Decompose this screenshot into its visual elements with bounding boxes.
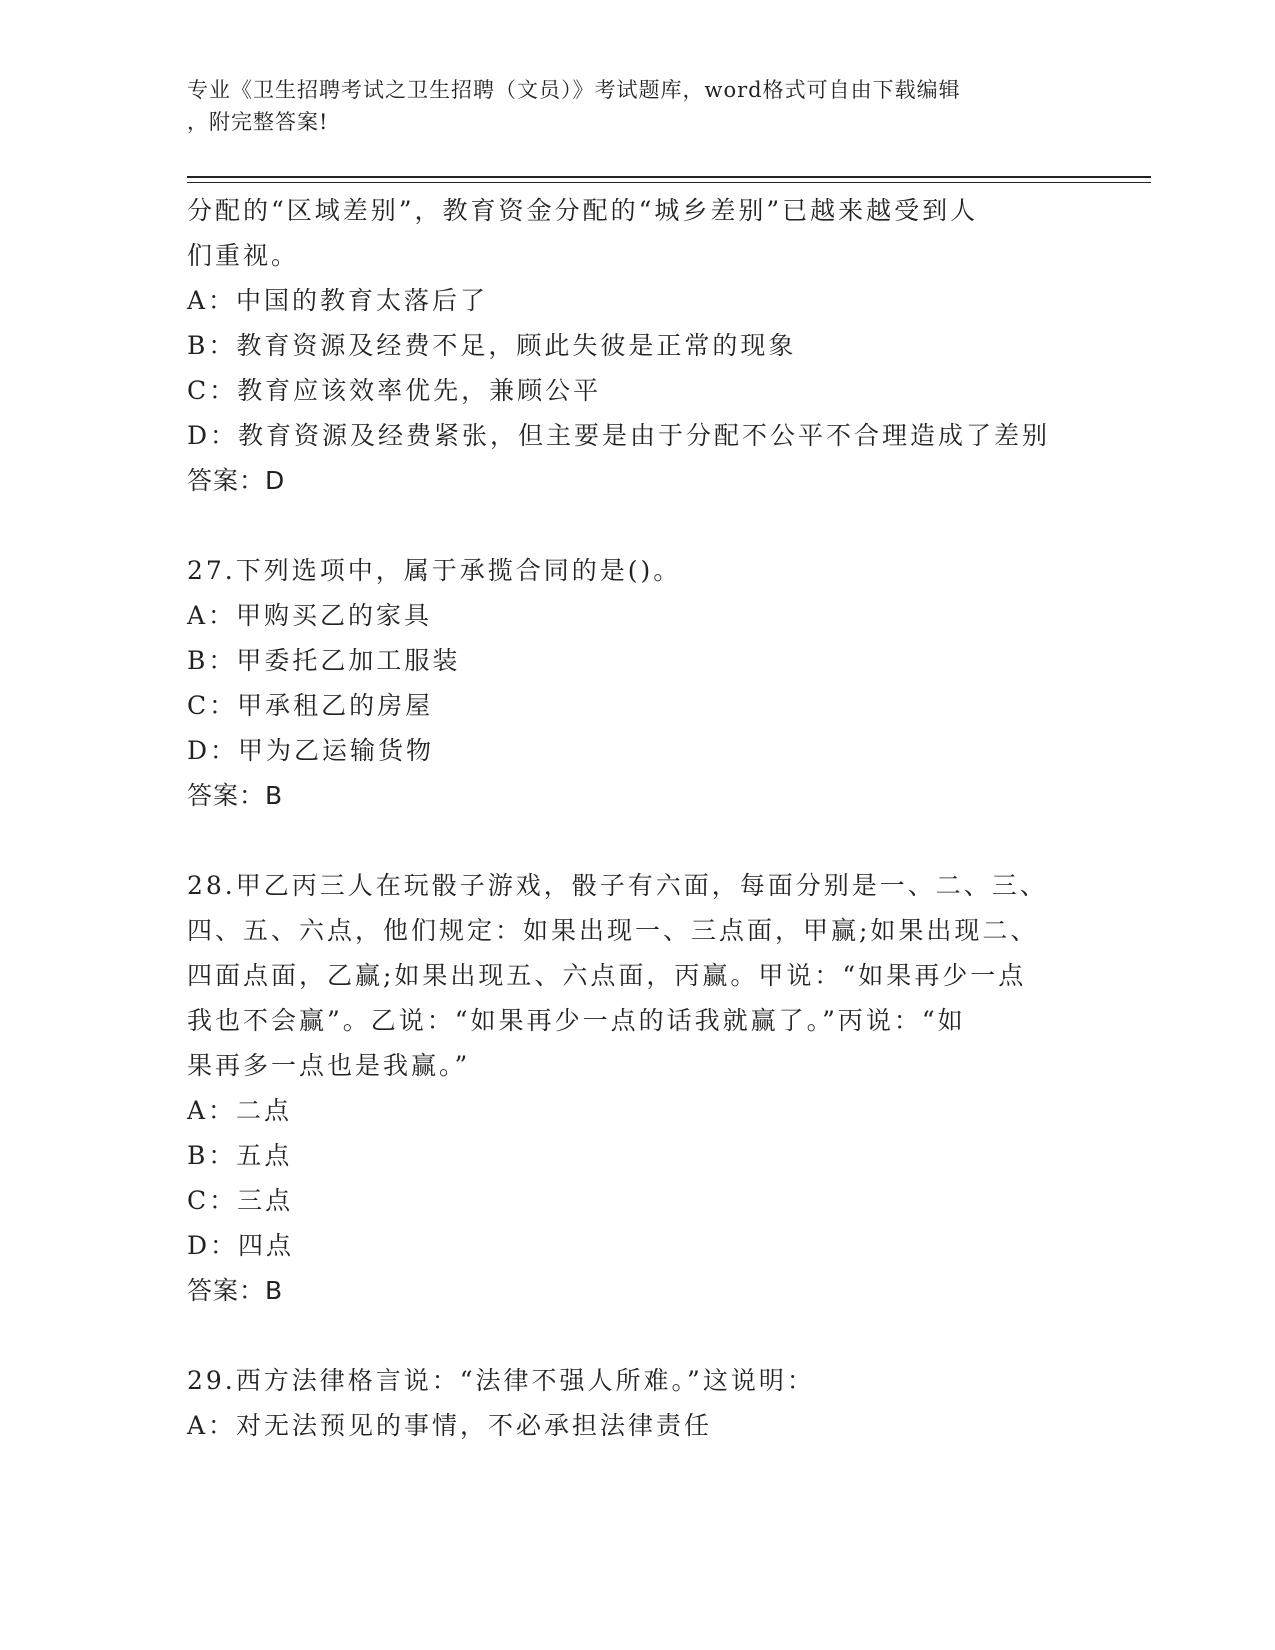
- answer-label: 答案：D: [187, 466, 286, 495]
- option-a: A：甲购买乙的家具: [187, 601, 433, 630]
- option-b: B：甲委托乙加工服装: [187, 646, 461, 675]
- question-content: [187, 188, 1087, 1448]
- spacer: [187, 818, 1087, 863]
- option-b: B：五点: [187, 1141, 293, 1170]
- question-26: [187, 188, 1087, 503]
- question-stem: 28.甲乙丙三人在玩骰子游戏，骰子有六面，每面分别是一、二、三、: [187, 871, 1048, 900]
- option-c: C：三点: [187, 1186, 294, 1215]
- question-stem: 29.西方法律格言说：“法律不强人所难。”这说明：: [187, 1366, 815, 1395]
- option-d: D：四点: [187, 1231, 295, 1260]
- header-line-1: 专业《卫生招聘考试之卫生招聘（文员）》考试题库，word格式可自由下载编辑: [187, 78, 961, 102]
- spacer: [187, 503, 1087, 548]
- question-stem: 27.下列选项中，属于承揽合同的是()。: [187, 556, 682, 585]
- answer-label: 答案：B: [187, 1276, 284, 1305]
- question-stem: 果再多一点也是我赢。”: [187, 1051, 471, 1080]
- spacer: [187, 1313, 1087, 1358]
- option-a: A：二点: [187, 1096, 293, 1125]
- question-stem: 们重视。: [187, 241, 300, 270]
- question-stem: 四、五、六点，他们规定：如果出现一、三点面，甲赢;如果出现二、: [187, 916, 1039, 945]
- question-stem: 我也不会赢”。乙说：“如果再少一点的话我就赢了。”丙说：“如: [187, 1006, 966, 1035]
- header-divider-thick: [187, 176, 1151, 178]
- question-28: [187, 863, 1087, 1313]
- question-27: [187, 548, 1087, 818]
- page-header: [187, 74, 1067, 138]
- answer-label: 答案：B: [187, 781, 284, 810]
- option-d: D：教育资源及经费紧张，但主要是由于分配不公平不合理造成了差别: [187, 421, 1051, 450]
- question-stem: 分配的“区域差别”，教育资金分配的“城乡差别”已越来越受到人: [187, 196, 979, 225]
- header-line-2: ，附完整答案!: [187, 110, 329, 134]
- option-c: C：甲承租乙的房屋: [187, 691, 434, 720]
- option-a: A：中国的教育太落后了: [187, 286, 489, 315]
- question-29: [187, 1358, 1087, 1448]
- option-c: C：教育应该效率优先，兼顾公平: [187, 376, 602, 405]
- option-b: B：教育资源及经费不足，顾此失彼是正常的现象: [187, 331, 797, 360]
- question-stem: 四面点面，乙赢;如果出现五、六点面，丙赢。甲说：“如果再少一点: [187, 961, 1027, 990]
- header-divider-thin: [187, 182, 1151, 183]
- option-d: D：甲为乙运输货物: [187, 736, 435, 765]
- option-a: A：对无法预见的事情，不必承担法律责任: [187, 1411, 713, 1440]
